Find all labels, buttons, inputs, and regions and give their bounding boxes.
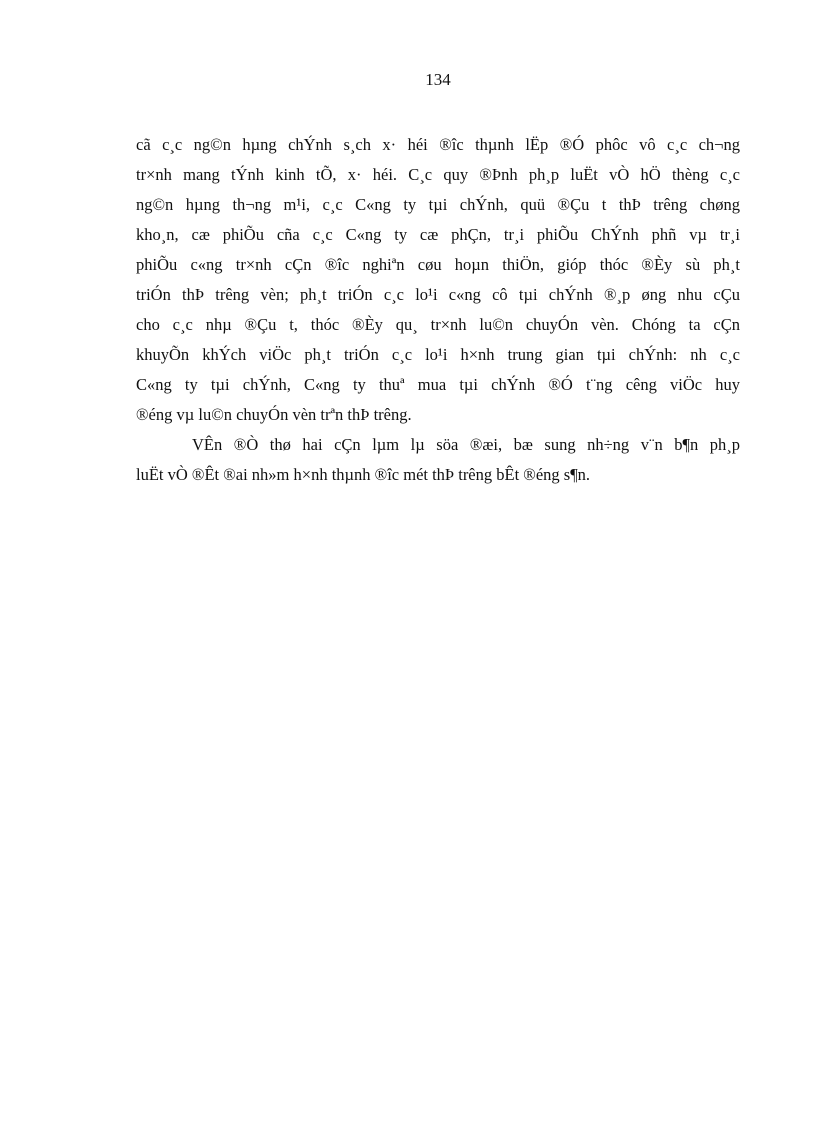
text-line: C«ng ty tµi chÝnh, C«ng ty thuª mua tµi chÝnh ®Ó t¨ng cêng viÖc huy	[136, 375, 740, 394]
text-line: ®éng vµ lu©n chuyÓn vèn trªn thÞ trêng.	[136, 405, 412, 424]
text-line: luËt vÒ ®Êt ®ai nh»m h×nh thµnh ®îc mét thÞ trêng bÊt ®éng s¶n.	[136, 465, 591, 484]
text-line: cã c¸c ng©n hµng chÝnh s¸ch x· héi ®îc thµnh lËp ®Ó phôc vô c¸c ch¬ng	[136, 135, 740, 154]
text-line: cho c¸c nhµ ®Çu t, thóc ®Èy qu¸ tr×nh lu©n chuyÓn vèn. Chóng ta cÇn	[136, 315, 740, 334]
text-line: tr×nh mang tÝnh kinh tÕ, x· héi. C¸c quy ®Þnh ph¸p luËt vÒ hÖ thèng c¸c	[136, 165, 740, 184]
text-line: ng©n hµng th¬ng m¹i, c¸c C«ng ty tµi chÝnh, quü ®Çu t thÞ trêng chøng	[136, 195, 740, 214]
document-body	[136, 130, 740, 490]
paragraph-1	[136, 130, 740, 430]
text-line: kho¸n, cæ phiÕu cña c¸c C«ng ty cæ phÇn, tr¸i phiÕu ChÝnh phñ vµ tr¸i	[136, 225, 740, 244]
text-line: VÊn ®Ò thø hai cÇn lµm lµ söa ®æi, bæ sung nh÷ng v¨n b¶n ph¸p	[192, 435, 740, 454]
text-line: khuyÕn khÝch viÖc ph¸t triÓn c¸c lo¹i h×nh trung gian tµi chÝnh: nh c¸c	[136, 345, 740, 364]
text-line: triÓn thÞ trêng vèn; ph¸t triÓn c¸c lo¹i c«ng cô tµi chÝnh ®¸p øng nhu cÇu	[136, 285, 740, 304]
text-line: phiÕu c«ng tr×nh cÇn ®îc nghiªn cøu hoµn thiÖn, gióp thóc ®Èy sù ph¸t	[136, 255, 740, 274]
paragraph-2	[136, 430, 740, 490]
page-number: 134	[425, 70, 451, 89]
